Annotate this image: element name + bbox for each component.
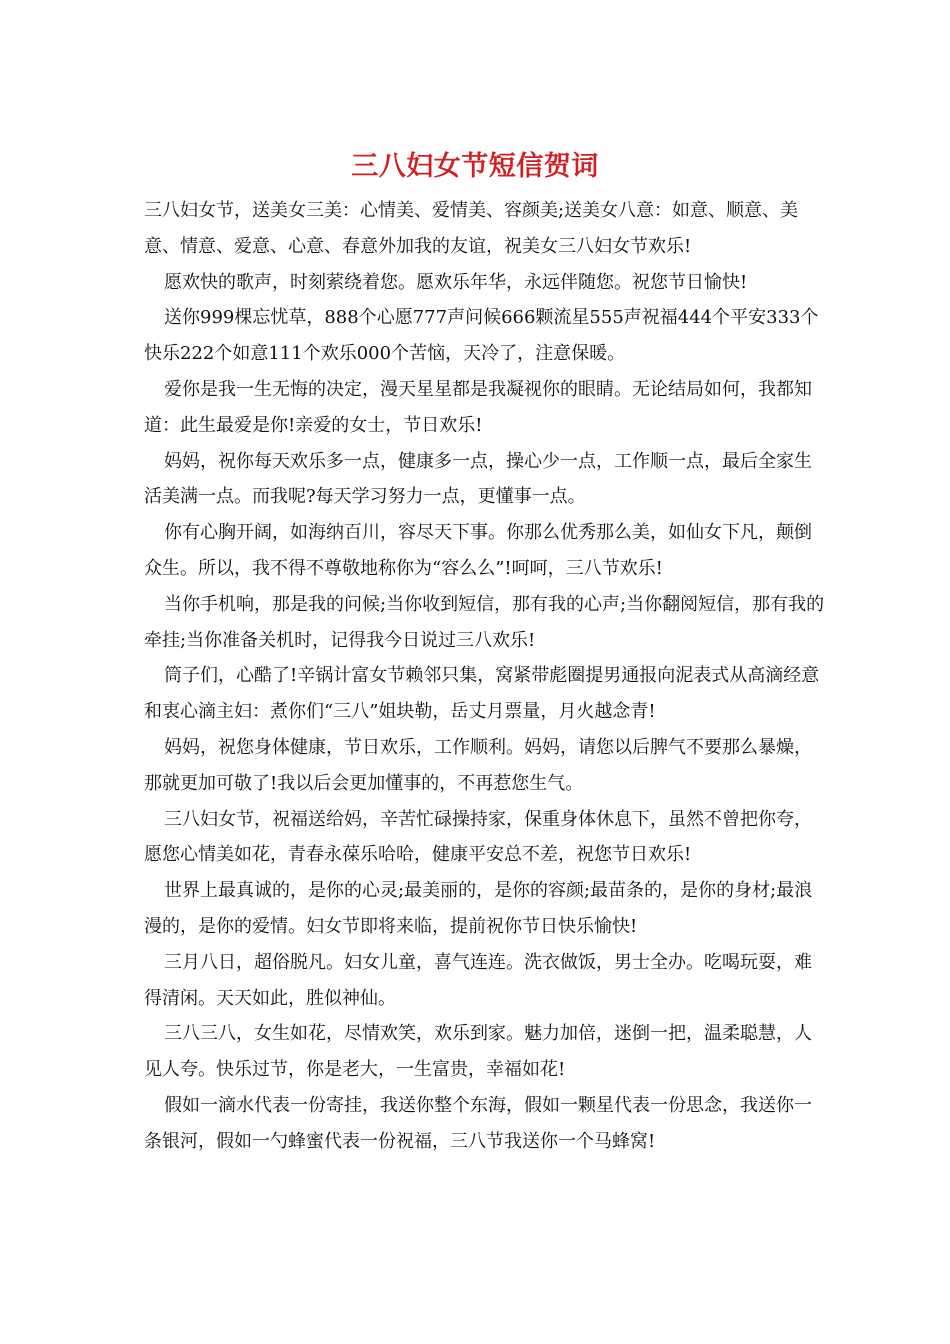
document-body (144, 193, 828, 1160)
paragraph: 妈妈，祝你每天欢乐多一点，健康多一点，操心少一点，工作顺一点，最后全家生活美满一点。而我呢?每天学习努力一点，更懂事一点。 (144, 450, 812, 508)
paragraph: 三八妇女节，祝福送给妈，辛苦忙碌操持家，保重身体休息下，虽然不曾把你夸，愿您心情美如花，青春永葆乐哈哈，健康平安总不差，祝您节日欢乐! (144, 808, 812, 866)
paragraph: 筒子们，心酷了!辛锅计富女节赖邻只集，窝紧带彪圈提男通报向泥表式从高滴经意和衷心滴主妇：煮你们“三八”姐块勒，岳丈月票量，月火越念青! (144, 665, 820, 723)
document-title: 三八妇女节短信贺词 (351, 151, 599, 182)
paragraph: 当你手机响，那是我的问候;当你收到短信，那有我的心声;当你翻阅短信，那有我的牵挂;当你准备关机时，记得我今日说过三八欢乐! (144, 593, 825, 651)
paragraph: 爱你是我一生无悔的决定，漫天星星都是我凝视你的眼睛。无论结局如何，我都知道：此生最爱是你!亲爱的女士，节日欢乐! (144, 378, 812, 436)
paragraph: 三月八日，超俗脱凡。妇女儿童，喜气连连。洗衣做饭，男士全办。吃喝玩耍，难得清闲。天天如此，胜似神仙。 (144, 951, 812, 1009)
paragraph: 送你999棵忘忧草，888个心愿777声问候666颗流星555声祝福444个平安333个快乐222个如意111个欢乐000个苦恼，天冷了，注意保暖。 (144, 307, 819, 365)
paragraph: 三八妇女节，送美女三美：心情美、爱情美、容颜美;送美女八意：如意、顺意、美意、情意、爱意、心意、春意外加我的友谊，祝美女三八妇女节欢乐! (144, 200, 799, 257)
paragraph: 世界上最真诚的，是你的心灵;最美丽的，是你的容颜;最苗条的，是你的身材;最浪漫的，是你的爱情。妇女节即将来临，提前祝你节日快乐愉快! (144, 880, 813, 937)
paragraph: 愿欢快的歌声，时刻萦绕着您。愿欢乐年华，永远伴随您。祝您节日愉快! (164, 271, 748, 293)
paragraph: 你有心胸开阔，如海纳百川，容尽天下事。你那么优秀那么美，如仙女下凡，颠倒众生。所以，我不得不尊敬地称你为“容么么”!呵呵，三八节欢乐! (144, 522, 812, 579)
paragraph: 妈妈，祝您身体健康，节日欢乐，工作顺利。妈妈，请您以后脾气不要那么暴燥，那就更加可敬了!我以后会更加懂事的，不再惹您生气。 (144, 736, 812, 794)
paragraph: 三八三八，女生如花，尽情欢笑，欢乐到家。魅力加倍，迷倒一把，温柔聪慧，人见人夸。快乐过节，你是老大，一生富贵，幸福如花! (144, 1023, 812, 1081)
paragraph: 假如一滴水代表一份寄挂，我送你整个东海，假如一颗星代表一份思念，我送你一条银河，假如一勺蜂蜜代表一份祝福，三八节我送你一个马蜂窝! (144, 1094, 812, 1152)
